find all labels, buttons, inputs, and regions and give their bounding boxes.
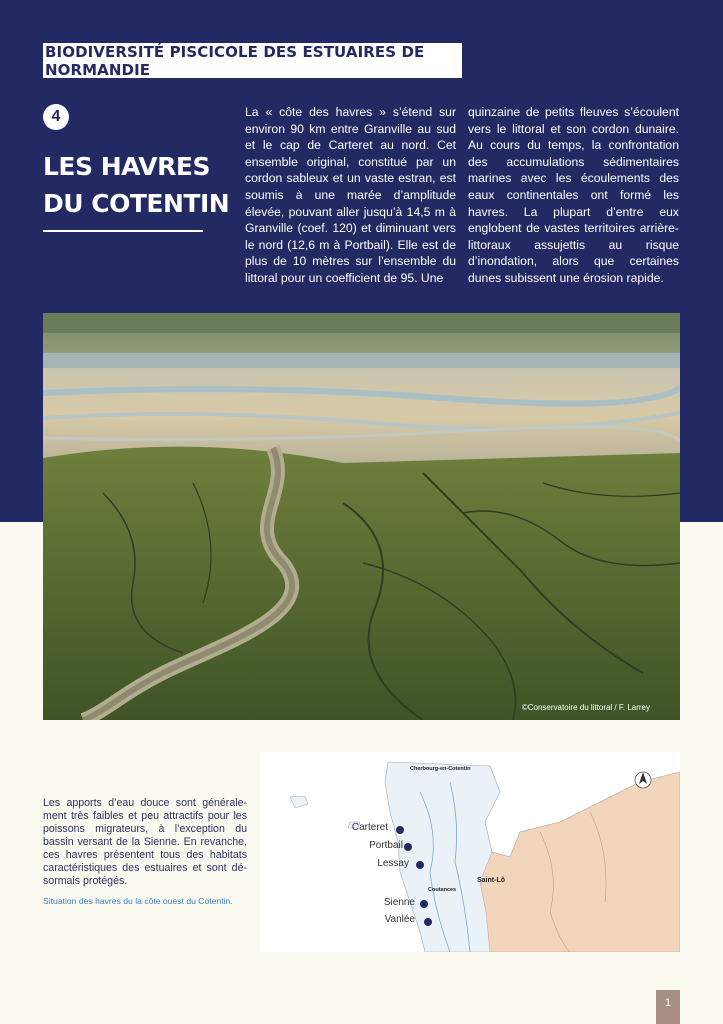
lower-paragraph: Les apports d’eau douce sont générale-ment très faibles et peu attractifs pour les poissons migrateurs, à l’exception du bassin versant de la Sienne. En revanche, ces havres présentent tous des habitats caractéristiques des estuaires et sont dé-sormais protégés. <box>43 797 247 887</box>
section-number-badge: 4 <box>43 104 69 130</box>
map-town-saint-lo: Saint-Lô <box>477 877 505 884</box>
map-label-carteret: Carteret <box>351 822 388 833</box>
document-header: BIODIVERSITÉ PISCICOLE DES ESTUAIRES DE NORMANDIE <box>43 43 462 78</box>
title-line-1: LES HAVRES <box>43 152 210 181</box>
havre-marker-vanlee <box>424 918 432 926</box>
havre-marker-portbail <box>404 843 412 851</box>
map-caption: Situation des havres du la côte ouest du Cotentin. <box>43 896 233 906</box>
map-label-portbail: Portbail <box>369 840 403 851</box>
page-number: 1 <box>656 990 680 1024</box>
map-label-lessay: Lessay <box>377 858 409 869</box>
map-label-sienne: Sienne <box>383 897 415 908</box>
body-column-1: La « côte des havres » s’étend sur environ 90 km entre Granville au sud et le cap de Carteret au nord. Cet ensemble original, constitué par un cordon sableux et un vaste estran, est soumis à une marée d’amplitude élevée, pouvant aller jusqu’à 14,5 m à Granville (coef. 120) et diminuant vers le nord (12,6 m à Portbail). Elle est de plus de 10 mètres sur l’ensemble du littoral pour un coefficient de 95. Une <box>245 105 456 285</box>
title-underline <box>43 230 203 232</box>
map-drawing <box>260 752 680 952</box>
section-title <box>43 148 243 222</box>
havre-marker-sienne <box>420 900 428 908</box>
aerial-photo <box>43 313 680 720</box>
map-label-vanlee: Vanlée <box>384 914 415 925</box>
photo-credit: ©Conservatoire du littoral / F. Larrey <box>521 703 650 712</box>
map-town-cherbourg: Cherbourg-en-Cotentin <box>410 766 471 772</box>
havre-marker-lessay <box>416 861 424 869</box>
title-line-2: DU COTENTIN <box>43 189 230 218</box>
map-town-coutances: Coutances <box>428 887 457 893</box>
havre-marker-carteret <box>396 826 404 834</box>
location-map <box>260 752 680 952</box>
aerial-photo-image <box>43 313 680 720</box>
body-column-2: quinzaine de petits fleuves s’écoulent vers le littoral et son cordon dunaire. Au cours du temps, la confrontation des accumulations sédimentaires marines avec les écoulements des eaux continentales ont formé les havres. La plupart d’entre eux englobent de vastes territoires arrière-littoraux assujettis au risque d’inondation, alors que certaines dunes subissent une érosion rapide. <box>468 105 679 285</box>
